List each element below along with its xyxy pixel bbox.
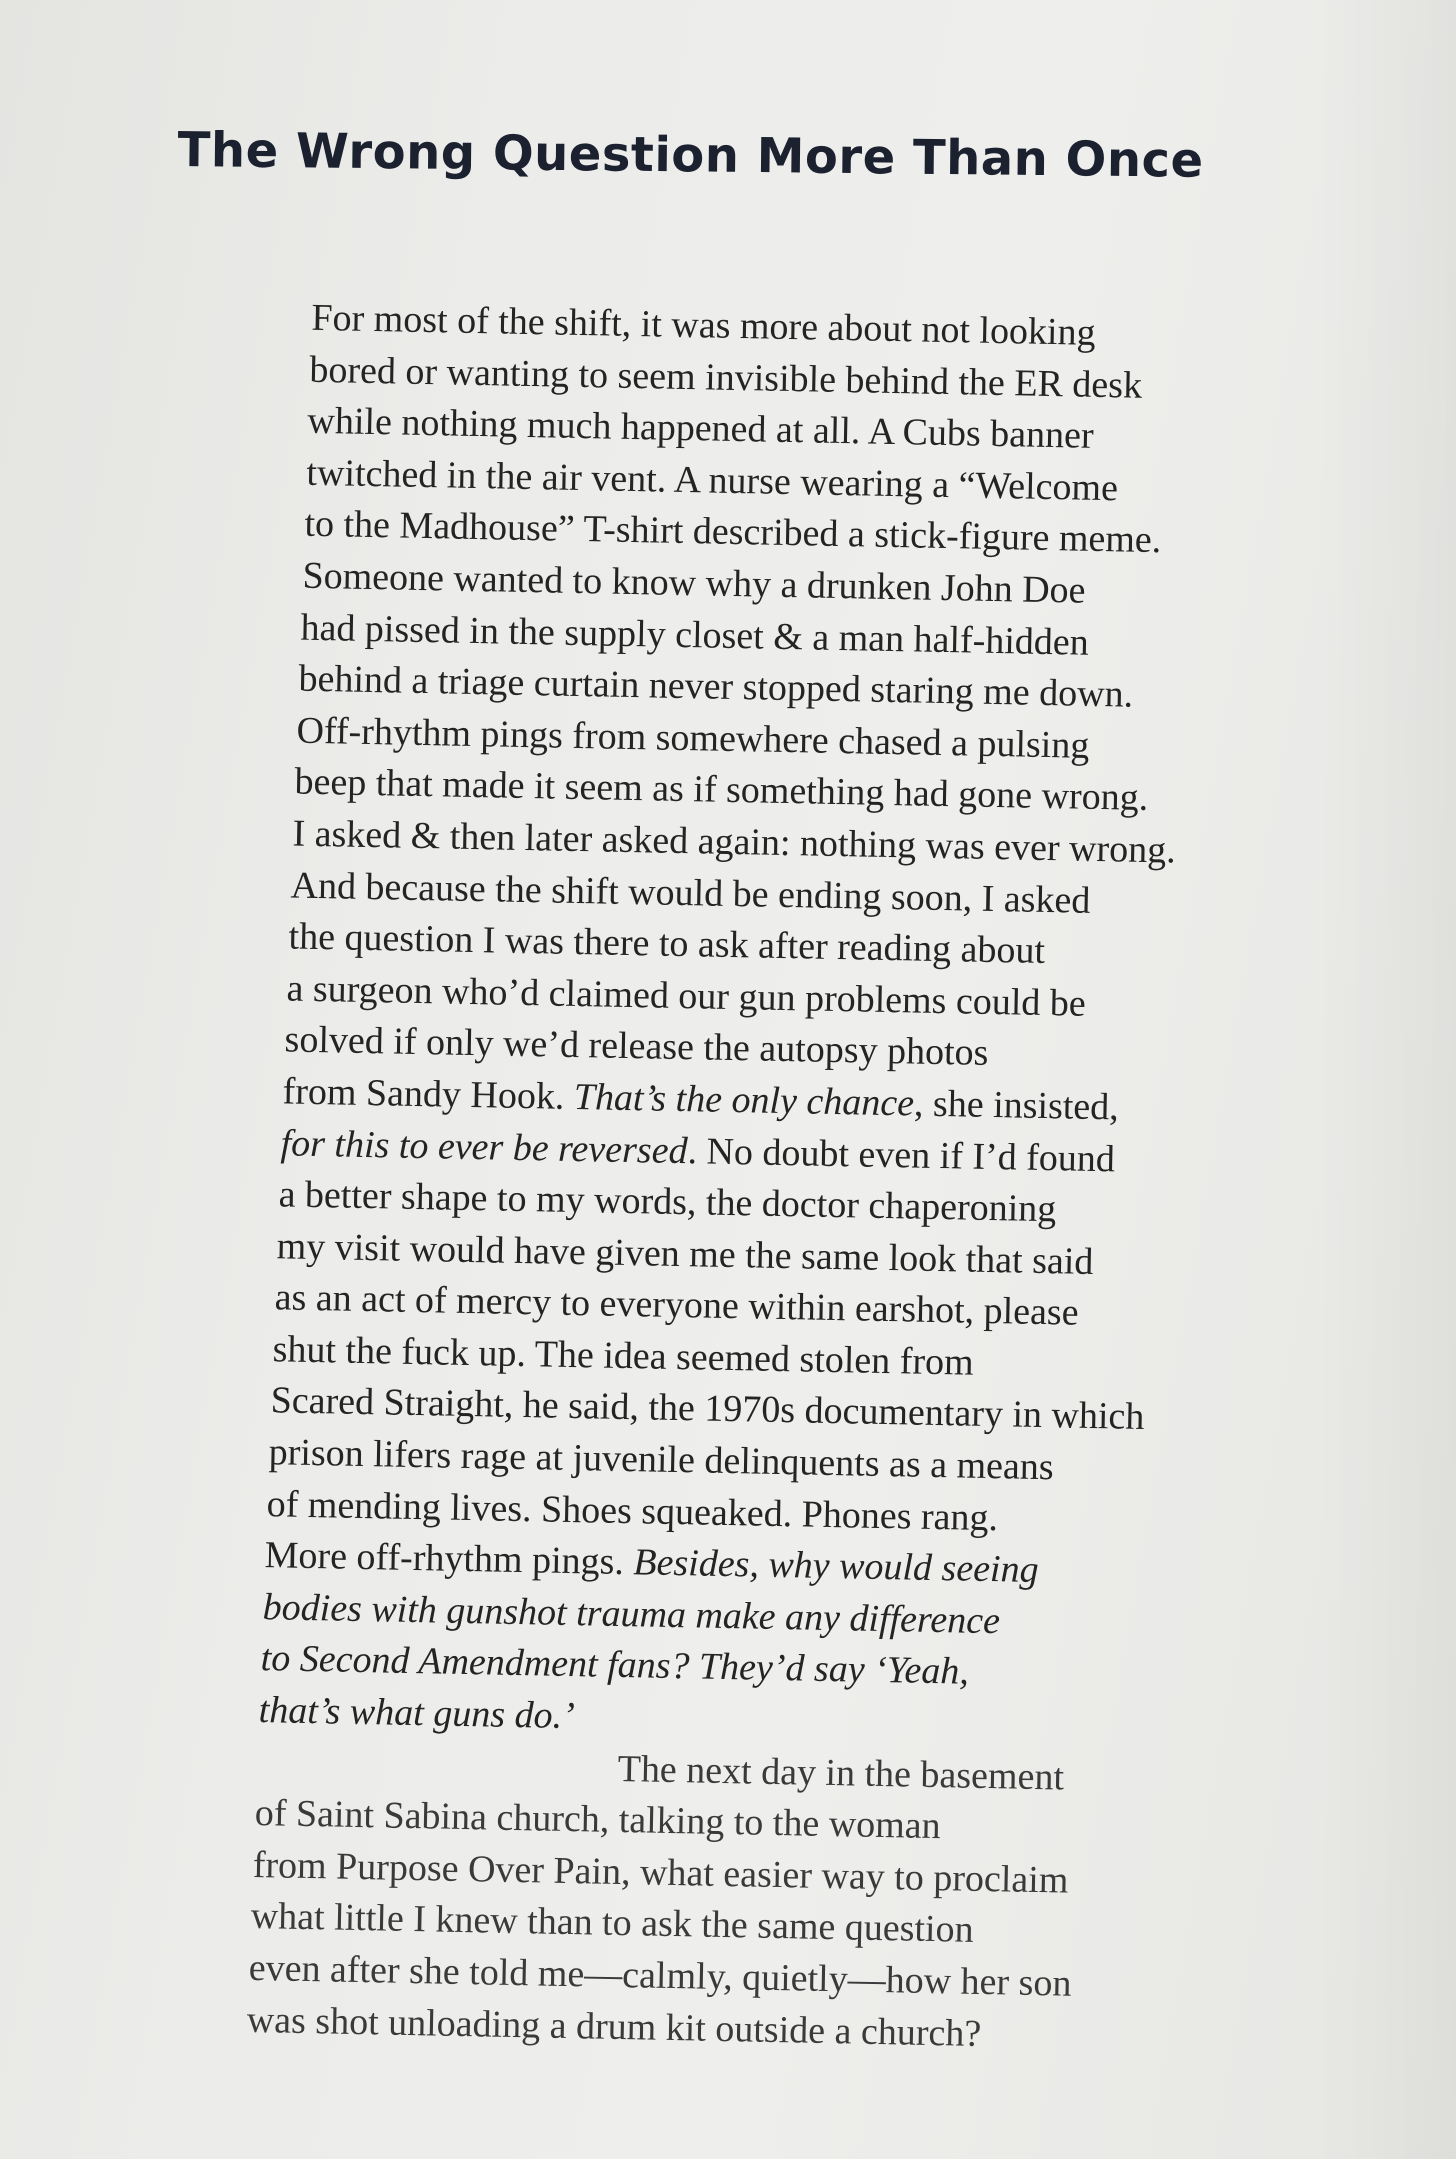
poem-line-text: behind a triage curtain never stopped staring me down. [298, 657, 1134, 716]
poem-line-text: the question I was there to ask after reading about [288, 915, 1046, 973]
poem-line-text: Off-rhythm pings from somewhere chased a pulsing [296, 709, 1090, 767]
poem-line-text: The next day in the basement [617, 1747, 1065, 1799]
poem-line-text: a better shape to my words, the doctor chaperoning [278, 1173, 1057, 1231]
poem-line-italic-text: to Second Amendment fans? They’d say ‘Yeah, [260, 1637, 970, 1694]
poem-line-text: my visit would have given me the same look that said [276, 1224, 1094, 1283]
poem-line-text: Someone wanted to know why a drunken John Doe [302, 554, 1086, 612]
poem-line-text: I asked & then later asked again: nothing was ever wrong. [292, 812, 1177, 872]
poem-line-text: as an act of mercy to everyone within earshot, please [274, 1276, 1079, 1334]
poem-line-text: More off-rhythm pings. [264, 1534, 634, 1584]
poem-line-text: while nothing much happened at all. A Cubs banner [307, 399, 1095, 458]
poem-line-italic-text: Besides, why would seeing [632, 1541, 1039, 1592]
poem-line-text: And because the shift would be ending soon, I asked [290, 864, 1091, 922]
poem-line-italic-text: for this to ever be reversed [280, 1121, 688, 1172]
poem-line-text: bored or wanting to seem invisible behind the ER desk [309, 348, 1143, 407]
poem-line-text: For most of the shift, it was more about not looking [311, 296, 1096, 354]
poem-line-italic-text: bodies with gunshot trauma make any difference [262, 1585, 1001, 1643]
poem-line-text: Scared Straight, he said, the 1970s documentary in which [270, 1379, 1145, 1439]
poem-line-italic-text: That’s the only chance [573, 1075, 915, 1125]
poem-line-text: , she insisted, [913, 1082, 1120, 1129]
poem-title: The Wrong Question More Than Once [177, 122, 1204, 189]
poem-line-text: from Sandy Hook. [282, 1070, 575, 1118]
poem-body [236, 292, 1389, 2067]
poem-line-text: . No doubt even if I’d found [687, 1129, 1116, 1180]
poem-line-text: from Purpose Over Pain, what easier way to proclaim [252, 1843, 1069, 1902]
poem-line-text: twitched in the air vent. A nurse wearing a “Welcome [306, 451, 1119, 510]
poem-line-text: shut the fuck up. The idea seemed stolen from [272, 1328, 975, 1384]
poem-line-italic-text: that’s what guns do.’ [258, 1689, 576, 1738]
poem-line-text: what little I knew than to ask the same question [250, 1895, 974, 1952]
poem-line-text: even after she told me—calmly, quietly—how her son [248, 1946, 1072, 2005]
poem-line-text: was shot unloading a drum kit outside a church? [246, 1998, 982, 2055]
poem-line-text: of mending lives. Shoes squeaked. Phones rang. [266, 1482, 999, 1539]
poem-line-text: a surgeon who’d claimed our gun problems could be [286, 967, 1087, 1025]
poem-line-text: had pissed in the supply closet & a man half-hidden [300, 606, 1090, 664]
poem-line-text: of Saint Sabina church, talking to the woman [254, 1792, 942, 1848]
poem-line-text: solved if only we’d release the autopsy photos [284, 1018, 989, 1075]
poem-line-text: prison lifers rage at juvenile delinquents as a means [268, 1431, 1055, 1489]
poem-line-text: to the Madhouse” T-shirt described a stick-figure meme. [304, 503, 1162, 562]
poem-line-text: beep that made it seem as if something had gone wrong. [294, 760, 1149, 820]
